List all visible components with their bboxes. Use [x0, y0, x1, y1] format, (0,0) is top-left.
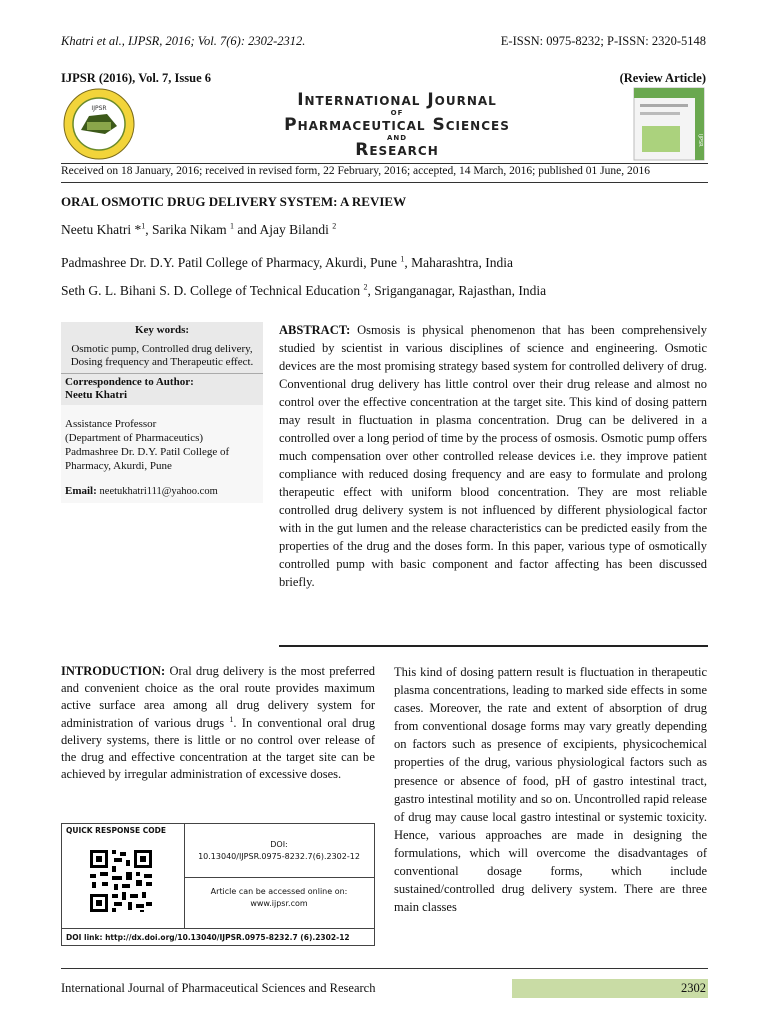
affiliation-1: Padmashree Dr. D.Y. Patil College of Pharmacy, Akurdi, Pune $^1$, Maharashtra, India — [61, 254, 514, 270]
author-1: Neetu Khatri * — [61, 222, 142, 237]
intro-label: INTRODUCTION: — [61, 664, 166, 678]
footer-journal: International Journal of Pharmaceutical Sciences and Research — [61, 981, 376, 995]
abstract — [279, 321, 707, 591]
correspondence-address: Assistance Professor (Department of Pharmaceutics) Padmashree Dr. D.Y. Patil College of Pharmacy, Akurdi, Pune — [61, 405, 263, 477]
journal-name-line1: International Journal — [297, 90, 497, 110]
correspondence-author: Neetu Khatri — [65, 389, 128, 401]
keywords-heading: Key words: — [61, 322, 263, 339]
article-type: (Review Article) — [619, 71, 706, 85]
author-list — [61, 222, 336, 238]
qr-cell — [62, 824, 185, 928]
svg-text:IJPSR: IJPSR — [91, 105, 107, 112]
qr-code-icon[interactable] — [88, 848, 154, 914]
footer-divider — [61, 968, 708, 969]
svg-text:IJPSR: IJPSR — [697, 134, 703, 147]
intro-right-column: This kind of dosing pattern result is fluctuation in therapeutic plasma concentrations, leading to marked side effects in some cases. Moreover, the rate and extent of absorption of drug from conventional dosage forms may vary greatly depending on factors such as presence of excipients, physicochemical properties of the drug, various physiological factors such as presence or absence of food, pH of gastro intestinal tract, gastro intestinal motility and so on. Uncontrolled rapid release of drug may cause local gastro intestinal or systemic toxicity. Hence, various approaches are made in designing the formulations, which will overcome the disadvantages of conventional dosage forms, which include sustained/controlled drug delivery system. There are three main classes — [394, 665, 707, 915]
keywords-box — [61, 322, 263, 503]
journal-issue: IJPSR (2016), Vol. 7, Issue 6 — [61, 71, 212, 85]
doi-value: 10.13040/IJPSR.0975-8232.7(6).2302-12 — [198, 852, 360, 861]
journal-name-line5: Research — [355, 140, 439, 160]
journal-name-line4: and — [386, 132, 408, 143]
page-number-bar — [512, 979, 708, 998]
author-2: , Sarika Nikam — [145, 222, 230, 237]
doi-cell: DOI: 10.13040/IJPSR.0975-8232.7(6).2302-12 — [184, 824, 374, 878]
abstract-divider — [279, 645, 708, 647]
author-2-affil: 1 — [229, 221, 234, 231]
header-divider — [61, 163, 708, 164]
journal-cover-icon — [634, 88, 704, 160]
doi-link[interactable]: DOI link: http://dx.doi.org/10.13040/IJPSR.0975-8232.7 (6).2302-12 — [62, 928, 374, 945]
author-3-affil: 2 — [332, 221, 337, 231]
issn: E-ISSN: 0975-8232; P-ISSN: 2320-5148 — [500, 34, 706, 48]
journal-seal-icon — [64, 89, 134, 159]
keywords-list: Osmotic pump, Controlled drug delivery, Dosing frequency and Therapeutic effect. — [61, 339, 263, 373]
affiliation-2: Seth G. L. Bihani S. D. College of Technical Education $^2$, Sriganganagar, Rajasthan, India — [61, 282, 547, 298]
correspondence-email: Email: neetukhatri111@yahoo.com — [61, 477, 263, 503]
journal-name-line2: of — [390, 107, 404, 118]
email-link[interactable]: neetukhatri111@yahoo.com — [99, 486, 218, 497]
page-number: 2302 — [681, 981, 706, 995]
running-citation: Khatri et al., IJPSR, 2016; Vol. 7(6): 2302-2312. — [61, 34, 306, 48]
received-divider — [61, 182, 708, 183]
intro-left-column: INTRODUCTION: Oral drug delivery is the most preferred and convenient choice as the oral route provides maximum active surface area among all drug delivery system for administration of various drugs $^1$. In conventional oral drug delivery systems, there is little or no control over release of the drug and effective concentration at the target site can be achieved by irregular administration of excessive doses. — [61, 664, 375, 782]
journal-name — [262, 90, 532, 160]
journal-name-line3: Pharmaceutical Sciences — [284, 115, 510, 135]
citation-ref: 1 — [229, 714, 234, 724]
abstract-text: Osmosis is physical phenomenon that has been comprehensively studied by scientist in various disciplines of science and engineering. Osmotic devices are the most promising strategy based system for controlled delivery of drug. Conventional drug delivery has little control over their drug release and almost no control over the effective concentration at the target site. This kind of dosing pattern may result in fluctuation in plasma concentration. Drug can be delivered in a controlled over a long period of time by the process of osmosis. Osmotic pump offers much compensation over other controlled release devices i.e. they improve patient compliance with reduced dosing frequency and are easy to formulate and prolong therapeutic effect with uniform blood concentration. They are most reliable controlled drug delivery system is not influenced by different physiological factor with in the gut lumen and the release characteristics can be predicted easily from the properties of the drug and the doses form. In this paper, various type of osmotically controlled pump with basic component and factor affecting has been discussed briefly. — [279, 323, 707, 589]
qr-heading: QUICK RESPONSE CODE — [66, 826, 166, 835]
author-3: and Ajay Bilandi — [233, 222, 333, 237]
access-link[interactable]: www.ijpsr.com — [250, 899, 308, 908]
correspondence-heading: Correspondence to Author: Neetu Khatri — [61, 373, 263, 405]
abstract-label: ABSTRACT: — [279, 323, 351, 337]
received-dates: Received on 18 January, 2016; received in revised form, 22 February, 2016; accepted, 14 March, 2016; published 01 June, 2016 — [61, 165, 651, 177]
access-cell: Article can be accessed online on: www.ijpsr.com — [184, 877, 374, 928]
author-1-affil: 1 — [141, 221, 146, 231]
article-title: ORAL OSMOTIC DRUG DELIVERY SYSTEM: A REVIEW — [61, 194, 407, 209]
qr-doi-box — [61, 823, 375, 946]
